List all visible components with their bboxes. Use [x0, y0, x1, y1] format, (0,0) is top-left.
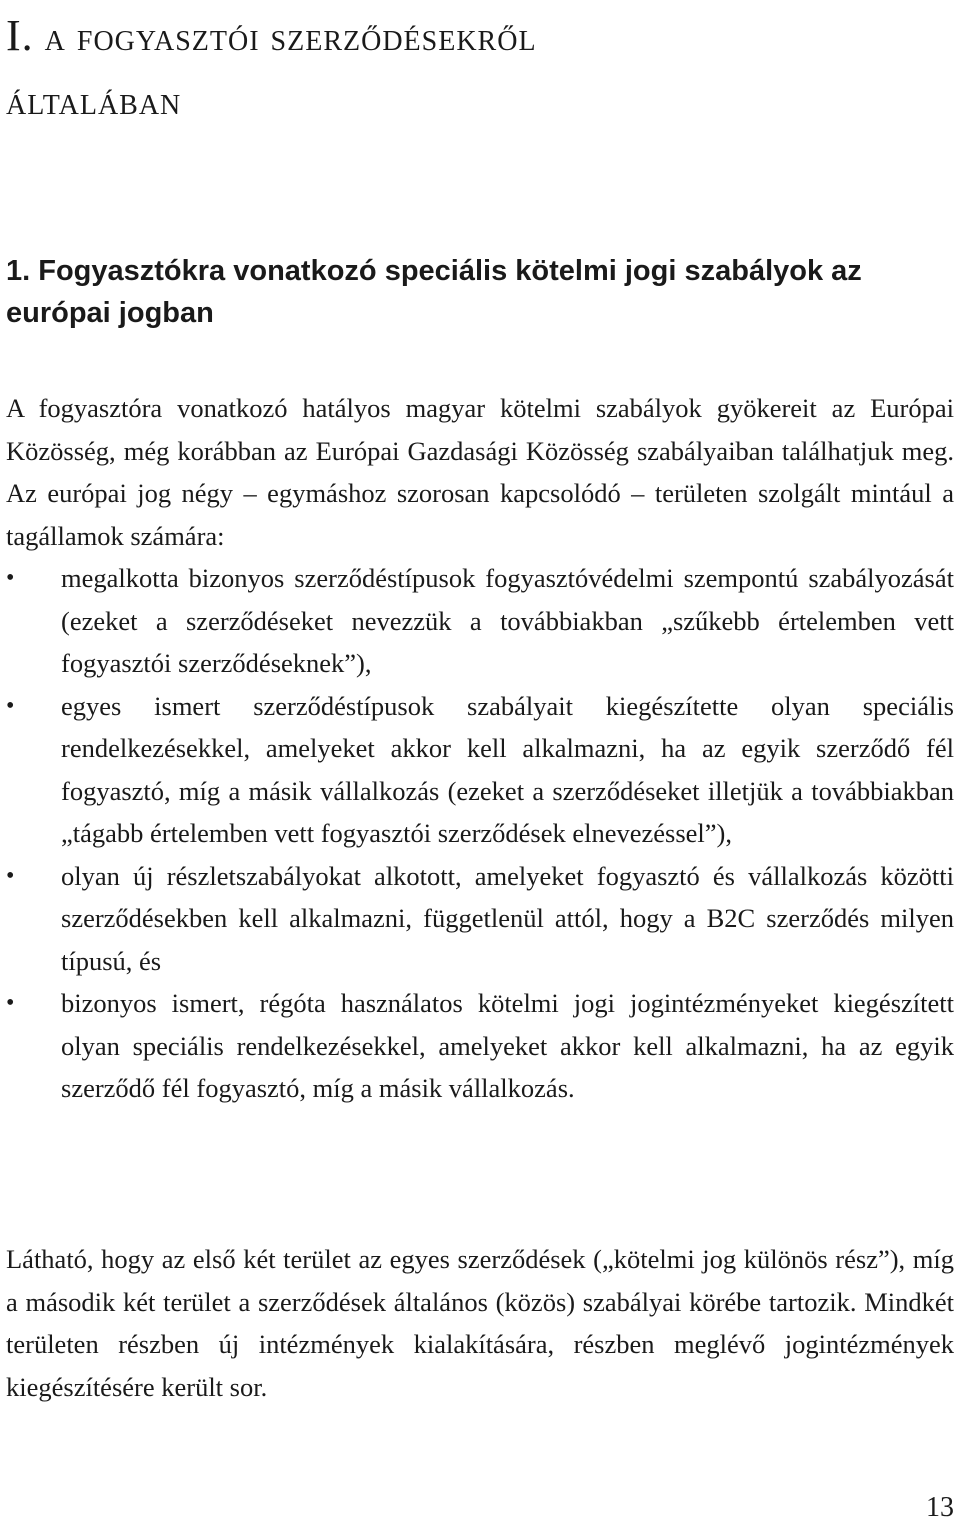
chapter-number: I. — [6, 11, 34, 60]
closing-paragraph: Látható, hogy az első két terület az egyes szerződések („kötelmi jog különös rész”), míg a második két terület a szerződések általános (közös) szabályai körébe tartozik. Mindkét területen részben új intézmények kialakítására, részben meglévő jogintézmények kiegészítésére került sor. — [6, 1244, 954, 1402]
bullet-icon: • — [6, 692, 15, 719]
list-item — [6, 685, 954, 855]
bullet-icon: • — [6, 862, 15, 889]
chapter-title-line1: a fogyasztói szerződésekről — [44, 14, 537, 59]
bullet-list — [6, 557, 956, 1110]
list-item-text: bizonyos ismert, régóta használatos kötelmi jogi jogintézményeket kiegészített olyan speciális rendelkezésekkel, amelyeket akkor kell alkalmazni, ha az egyik szerződő fél fogyasztó, míg a másik vállalkozás. — [61, 988, 954, 1103]
page-number: 13 — [926, 1492, 954, 1523]
list-item-text: olyan új részletszabályokat alkotott, amelyeket fogyasztó és vállalkozás közötti szerződésekben kell alkalmazni, függetlenül attól, hogy a B2C szerződés milyen típusú, és — [61, 860, 954, 976]
list-item — [6, 557, 954, 685]
chapter-title — [6, 4, 537, 133]
section-title: 1. Fogyasztókra vonatkozó speciális kötelmi jogi szabályok az európai jogban — [6, 255, 862, 329]
list-item — [6, 982, 954, 1110]
list-item — [6, 855, 954, 983]
list-item-text: egyes ismert szerződéstípusok szabályait kiegészítette olyan speciális rendelkezésekkel, amelyeket akkor kell alkalmazni, ha az egyik szerződő fél fogyasztó, míg a másik vállalkozás (ezeket a szerződéseket illetjük a továbbiakban „tágabb értelemben vett fogyasztói szerződések elnevezéssel”), — [61, 690, 954, 848]
chapter-title-line2: általában — [6, 78, 182, 123]
intro-paragraph: A fogyasztóra vonatkozó hatályos magyar kötelmi szabályok gyökereit az Európai Közösség, még korábban az Európai Gazdasági Közösség szabályaiban találhatjuk meg. Az európai jog négy – egymáshoz szorosan kapcsolódó – területen szolgált mintául a tagállamok számára: — [6, 393, 954, 551]
bullet-icon: • — [6, 990, 15, 1016]
list-item-text: megalkotta bizonyos szerződéstípusok fogyasztóvédelmi szempontú szabályozását (ezeket a szerződéseket nevezzük a továbbiakban „szűkebb értelemben vett fogyasztói szerződéseknek”), — [61, 563, 954, 678]
bullet-icon: • — [6, 565, 15, 591]
